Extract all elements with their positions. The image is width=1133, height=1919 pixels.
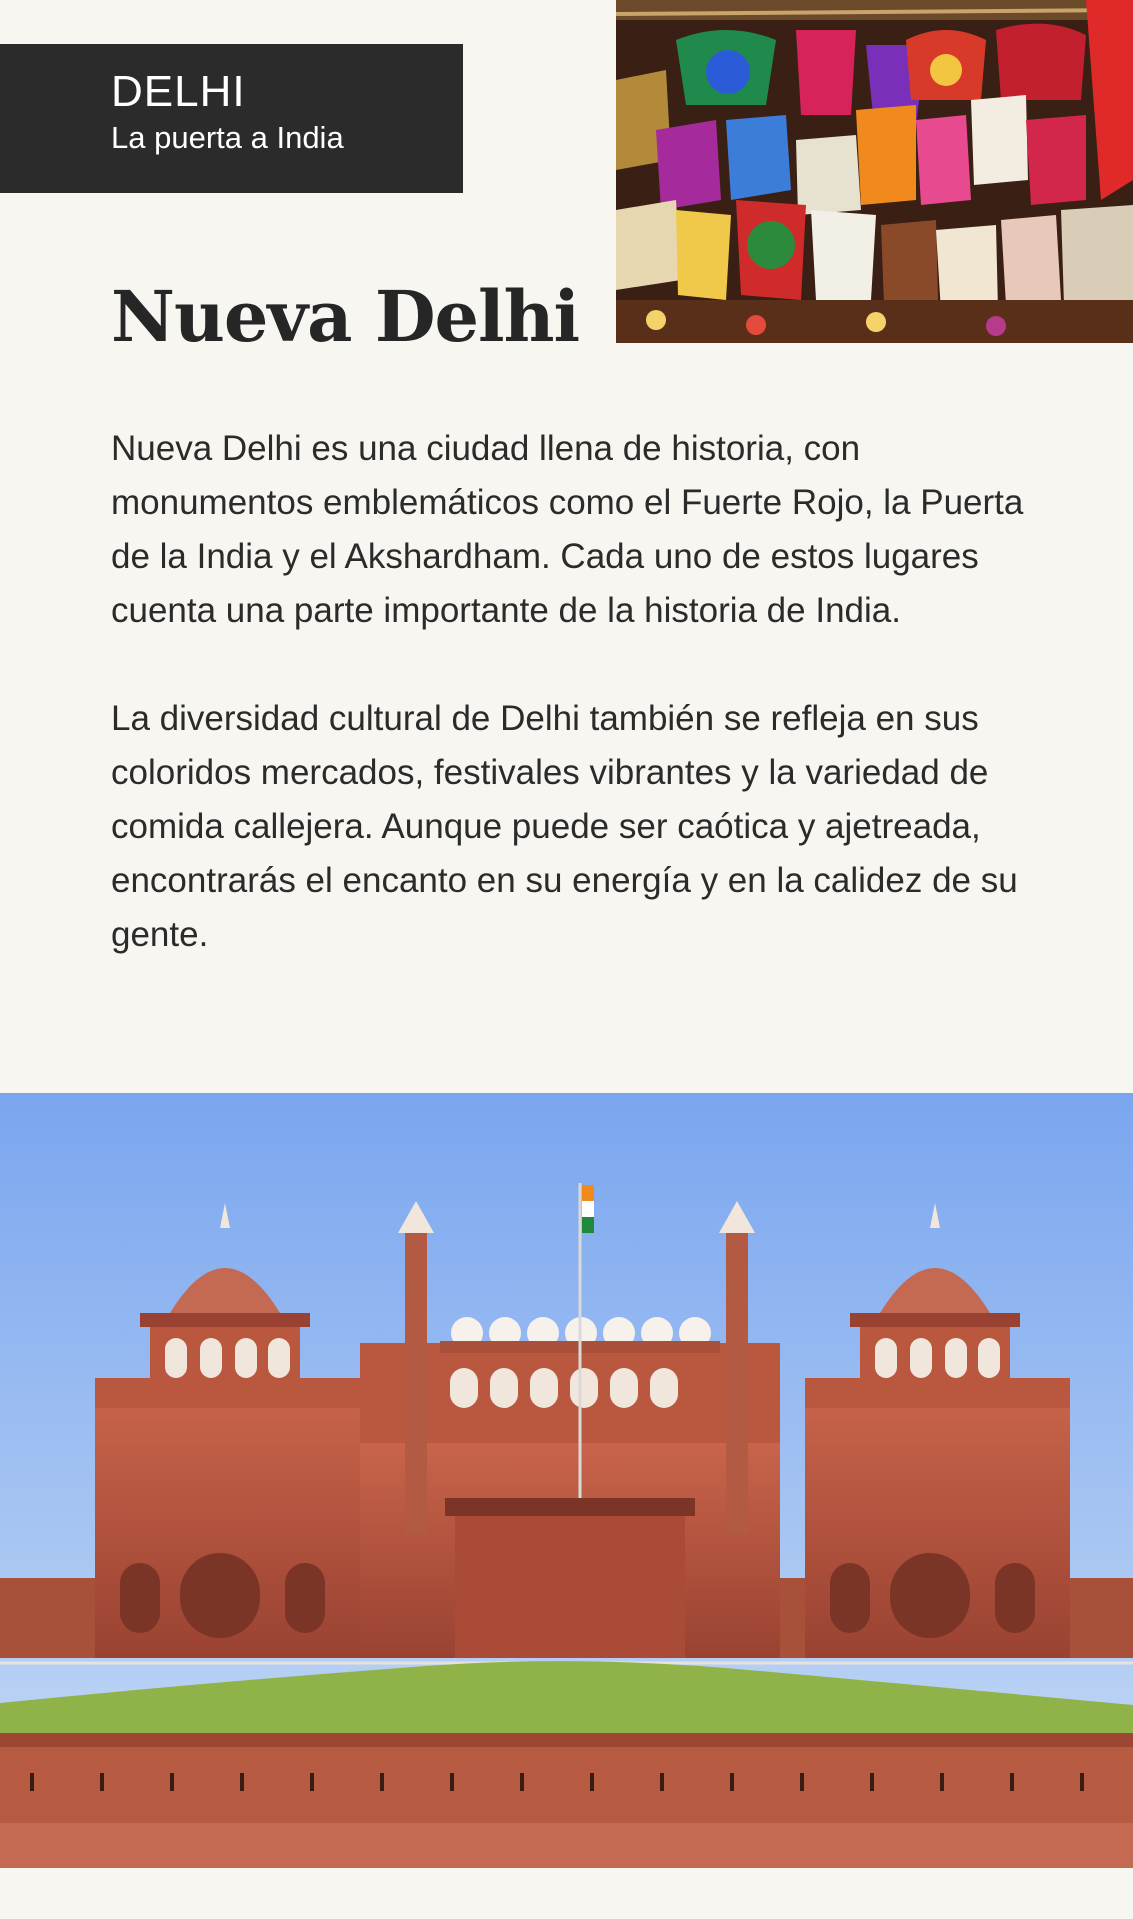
page-heading: Nueva Delhi [111, 275, 580, 358]
title-tag [0, 44, 463, 193]
red-fort-photo [0, 1093, 1133, 1868]
paragraph: La diversidad cultural de Delhi también se refleja en sus coloridos mercados, festivales vibrantes y la variedad de comida callejera. Aunque puede ser caótica y ajetreada, encontrarás el encanto en su energía y en la calidez de su gente. [111, 699, 1018, 954]
tag-subtitle: La puerta a India [111, 120, 344, 155]
body-text [111, 422, 1041, 962]
tag-title: DELHI [111, 67, 246, 116]
market-photo [616, 0, 1133, 343]
paragraph: Nueva Delhi es una ciudad llena de historia, con monumentos emblemáticos como el Fuerte Rojo, la Puerta de la India y el Akshardham. Cada uno de estos lugares cuenta una parte importante de la historia de India. [111, 429, 1024, 630]
